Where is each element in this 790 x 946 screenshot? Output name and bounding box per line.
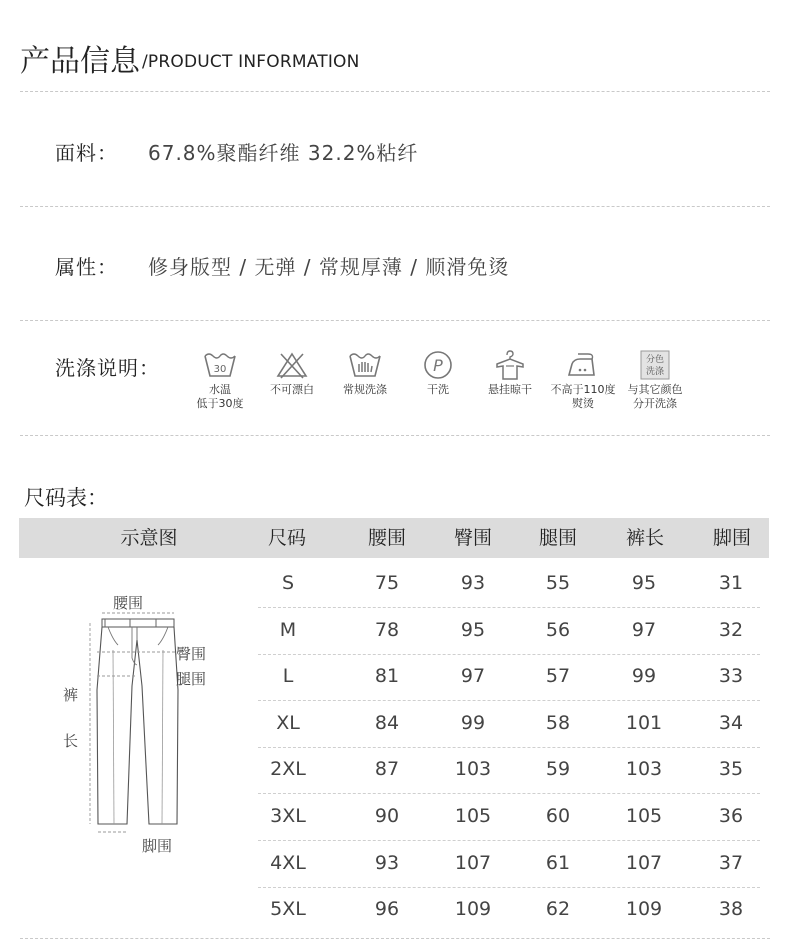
diagram-label-hem: 脚围 xyxy=(142,837,173,855)
diagram-label-waist: 腰围 xyxy=(113,594,144,612)
care-item xyxy=(618,350,692,411)
cell-size: M xyxy=(279,619,297,641)
diagram-label-length: 长 xyxy=(63,732,79,750)
divider xyxy=(20,206,770,207)
row-divider xyxy=(258,607,760,608)
care-text: 与其它颜色 xyxy=(627,383,683,396)
care-text: 干洗 xyxy=(427,383,449,396)
cell-thigh: 60 xyxy=(545,805,571,827)
cell-hip: 97 xyxy=(460,665,486,687)
cell-length: 99 xyxy=(631,665,657,687)
row-divider xyxy=(258,793,760,794)
header-diagram: 示意图 xyxy=(120,527,178,549)
header-thigh: 腿围 xyxy=(538,527,577,549)
hang-dry-icon xyxy=(493,350,527,380)
washtub-30-icon xyxy=(203,350,237,380)
size-table-header xyxy=(19,518,769,558)
dry-clean-icon xyxy=(421,350,455,380)
cell-hem: 38 xyxy=(718,898,744,920)
cell-waist: 75 xyxy=(374,572,400,594)
cell-size: 3XL xyxy=(270,805,306,827)
care-item xyxy=(401,350,475,397)
divider xyxy=(20,320,770,321)
size-chart-title: 尺码表： xyxy=(24,486,108,510)
cell-waist: 87 xyxy=(374,758,400,780)
cell-length: 103 xyxy=(625,758,663,780)
cell-hem: 34 xyxy=(718,712,744,734)
cell-waist: 96 xyxy=(374,898,400,920)
cell-hem: 32 xyxy=(718,619,744,641)
cell-thigh: 61 xyxy=(545,852,571,874)
dry-clean-letter: P xyxy=(433,356,443,375)
header-waist: 腰围 xyxy=(367,527,406,549)
attributes-label: 属性： xyxy=(55,255,118,279)
cell-thigh: 59 xyxy=(545,758,571,780)
header-length: 裤长 xyxy=(625,527,664,549)
cell-hip: 99 xyxy=(460,712,486,734)
cell-hem: 36 xyxy=(718,805,744,827)
page-title: 产品信息 xyxy=(20,44,140,79)
care-item xyxy=(546,350,620,411)
care-item xyxy=(328,350,402,397)
care-text: 不可漂白 xyxy=(270,383,314,396)
cell-waist: 81 xyxy=(374,665,400,687)
cell-length: 101 xyxy=(625,712,663,734)
header-size: 尺码 xyxy=(267,527,306,549)
divider xyxy=(20,938,770,939)
diagram-label-thigh: 腿围 xyxy=(176,670,207,688)
attributes-value: 修身版型 / 无弹 / 常规厚薄 / 顺滑免烫 xyxy=(148,255,510,279)
cell-thigh: 56 xyxy=(545,619,571,641)
row-divider xyxy=(258,840,760,841)
cell-hip: 93 xyxy=(460,572,486,594)
care-item xyxy=(473,350,547,397)
care-text: 熨烫 xyxy=(572,397,594,410)
cell-thigh: 58 xyxy=(545,712,571,734)
divider xyxy=(20,91,770,92)
care-text: 不高于110度 xyxy=(550,383,616,396)
care-text: 常规洗涤 xyxy=(343,383,387,396)
fabric-label: 面料： xyxy=(55,141,118,165)
cell-hip: 103 xyxy=(454,758,492,780)
hand-wash-icon xyxy=(348,350,382,380)
cell-waist: 93 xyxy=(374,852,400,874)
cell-thigh: 57 xyxy=(545,665,571,687)
cell-waist: 84 xyxy=(374,712,400,734)
row-divider xyxy=(258,887,760,888)
diagram-label-length: 裤 xyxy=(63,686,79,704)
diagram-label-hip: 臀围 xyxy=(176,645,207,663)
cell-thigh: 55 xyxy=(545,572,571,594)
cell-size: 5XL xyxy=(270,898,306,920)
care-text: 悬挂晾干 xyxy=(488,383,532,396)
care-text: 分开洗涤 xyxy=(633,397,677,410)
header-hem: 脚围 xyxy=(712,527,751,549)
cell-hip: 105 xyxy=(454,805,492,827)
cell-hem: 31 xyxy=(718,572,744,594)
care-item xyxy=(183,350,257,411)
page-subtitle: /PRODUCT INFORMATION xyxy=(142,52,360,72)
cell-thigh: 62 xyxy=(545,898,571,920)
separate-wash-text: 洗涤 xyxy=(645,367,665,377)
care-label: 洗涤说明： xyxy=(55,356,160,380)
cell-waist: 78 xyxy=(374,619,400,641)
cell-hem: 35 xyxy=(718,758,744,780)
cell-hip: 95 xyxy=(460,619,486,641)
cell-length: 105 xyxy=(625,805,663,827)
cell-length: 109 xyxy=(625,898,663,920)
fabric-value: 67.8%聚酯纤维 32.2%粘纤 xyxy=(148,141,419,165)
row-divider xyxy=(258,654,760,655)
cell-length: 97 xyxy=(631,619,657,641)
cell-hem: 37 xyxy=(718,852,744,874)
separate-wash-icon xyxy=(638,350,672,380)
cell-size: 4XL xyxy=(270,852,306,874)
cell-hip: 109 xyxy=(454,898,492,920)
divider xyxy=(20,435,770,436)
cell-size: 2XL xyxy=(270,758,306,780)
washtub-temp: 30 xyxy=(213,364,227,375)
no-bleach-icon xyxy=(275,350,309,380)
cell-hip: 107 xyxy=(454,852,492,874)
header-hip: 臀围 xyxy=(453,527,492,549)
cell-waist: 90 xyxy=(374,805,400,827)
care-text: 水温 xyxy=(209,383,231,396)
cell-size: XL xyxy=(276,712,300,734)
row-divider xyxy=(258,747,760,748)
cell-hem: 33 xyxy=(718,665,744,687)
pants-diagram-icon xyxy=(60,590,230,860)
cell-length: 95 xyxy=(631,572,657,594)
care-text: 低于30度 xyxy=(196,397,244,410)
cell-size: L xyxy=(282,665,294,687)
separate-wash-text: 分色 xyxy=(645,355,665,365)
cell-length: 107 xyxy=(625,852,663,874)
iron-icon xyxy=(566,350,600,380)
cell-size: S xyxy=(281,572,295,594)
care-item xyxy=(255,350,329,397)
row-divider xyxy=(258,700,760,701)
